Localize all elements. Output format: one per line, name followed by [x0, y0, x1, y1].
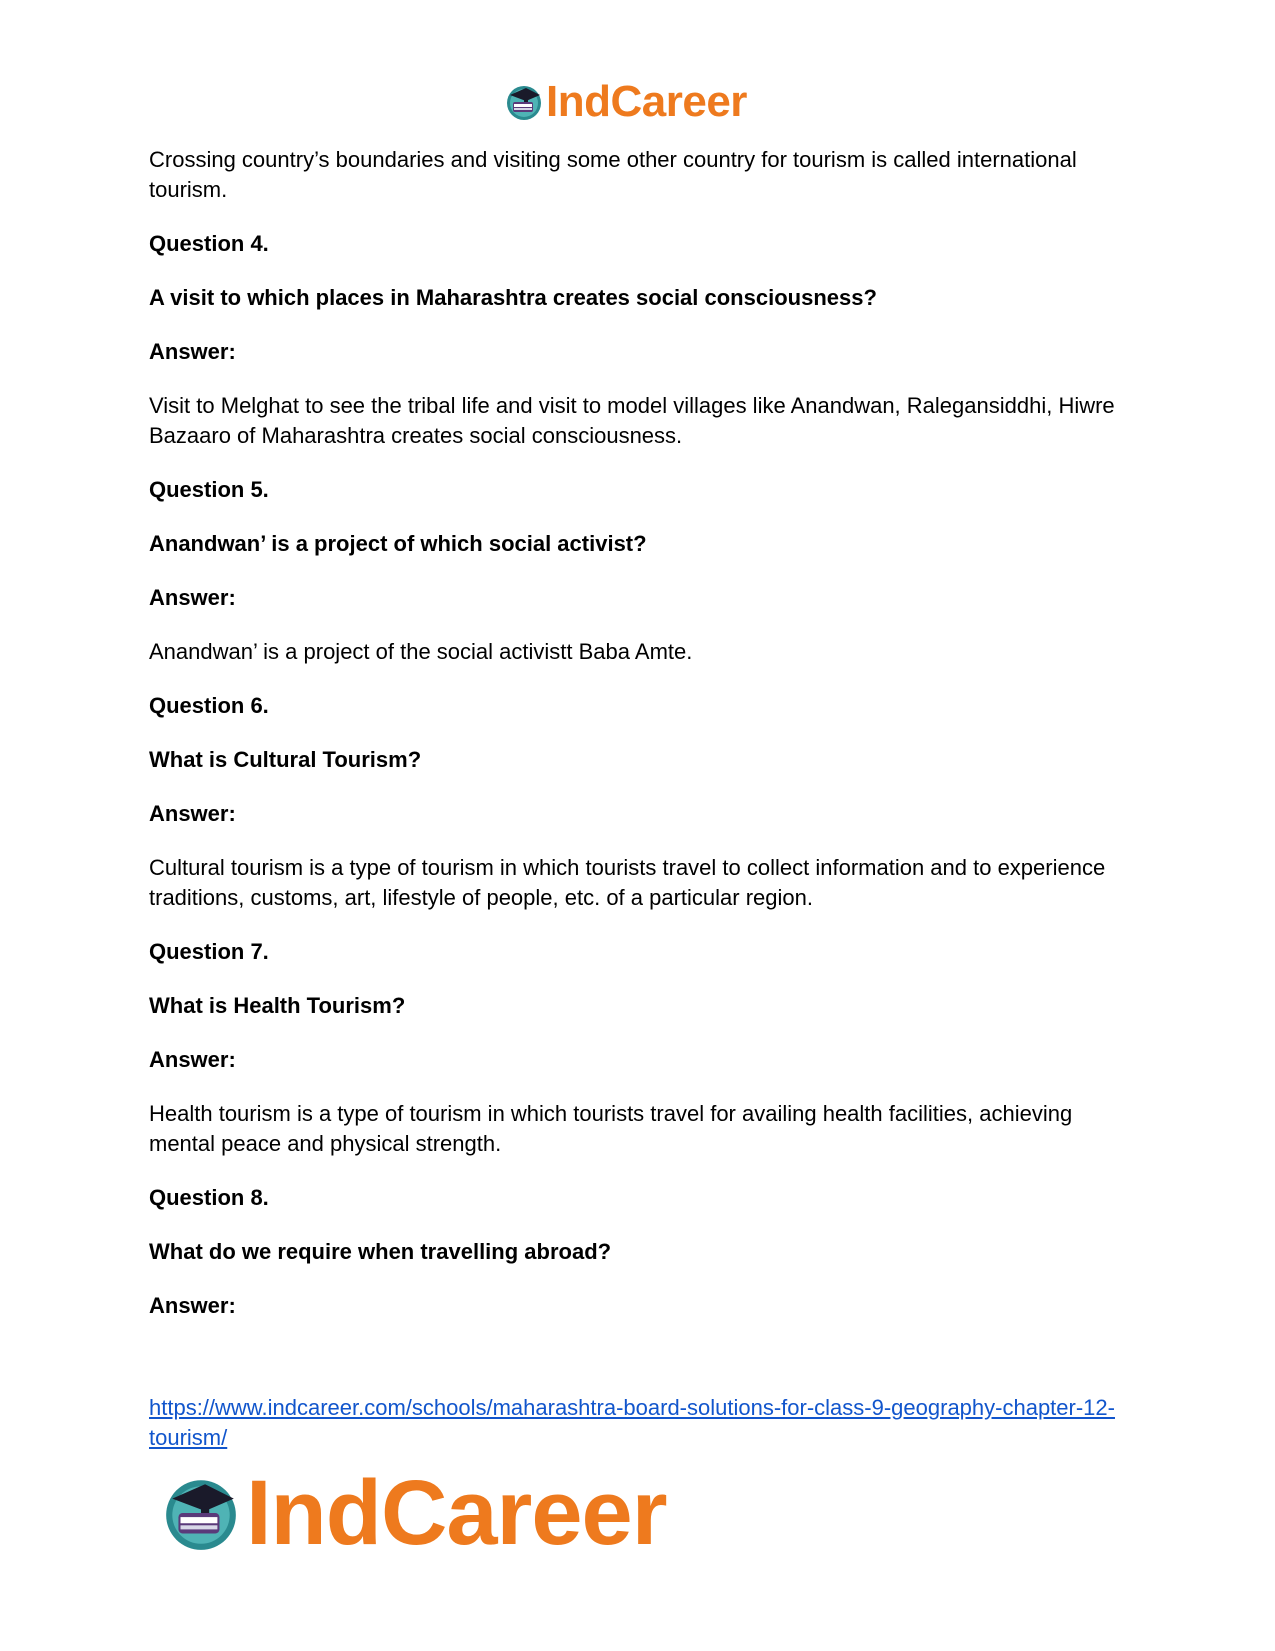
- header-logo: [504, 77, 747, 126]
- source-link[interactable]: https://www.indcareer.com/schools/maharashtra-board-solutions-for-class-9-geography-chapter-12-tourism/: [149, 1395, 1115, 1450]
- answer-text: Visit to Melghat to see the tribal life and visit to model villages like Anandwan, Ralegansiddhi, Hiwre Bazaaro of Maharashtra creates social consciousness.: [149, 393, 1115, 448]
- answer-label: Answer:: [149, 1047, 236, 1072]
- question-text: What do we require when travelling abroad?: [149, 1239, 612, 1264]
- intro-answer: Crossing country’s boundaries and visiting some other country for tourism is called international tourism.: [149, 147, 1077, 202]
- question-label: Question 4.: [149, 231, 269, 256]
- graduation-cap-globe-icon: [504, 82, 544, 122]
- footer-logo: [160, 1462, 667, 1564]
- question-label: Question 5.: [149, 477, 269, 502]
- document-body: [149, 145, 1139, 1321]
- answer-label: Answer:: [149, 1293, 236, 1318]
- question-text: What is Health Tourism?: [149, 993, 406, 1018]
- question-text: A visit to which places in Maharashtra creates social consciousness?: [149, 285, 877, 310]
- question-text: What is Cultural Tourism?: [149, 747, 422, 772]
- answer-text: Cultural tourism is a type of tourism in which tourists travel to collect information and to experience traditions, customs, art, lifestyle of people, etc. of a particular region.: [149, 855, 1106, 910]
- question-label: Question 6.: [149, 693, 269, 718]
- answer-text: Anandwan’ is a project of the social activistt Baba Amte.: [149, 639, 693, 664]
- graduation-cap-globe-icon: [160, 1472, 242, 1554]
- answer-label: Answer:: [149, 801, 236, 826]
- answer-label: Answer:: [149, 585, 236, 610]
- question-label: Question 8.: [149, 1185, 269, 1210]
- question-text: Anandwan’ is a project of which social activist?: [149, 531, 647, 556]
- logo-text: IndCareer: [246, 1462, 667, 1564]
- logo-text: IndCareer: [546, 77, 747, 126]
- answer-text: Health tourism is a type of tourism in which tourists travel for availing health facilities, achieving mental peace and physical strength.: [149, 1101, 1073, 1156]
- answer-label: Answer:: [149, 339, 236, 364]
- question-label: Question 7.: [149, 939, 269, 964]
